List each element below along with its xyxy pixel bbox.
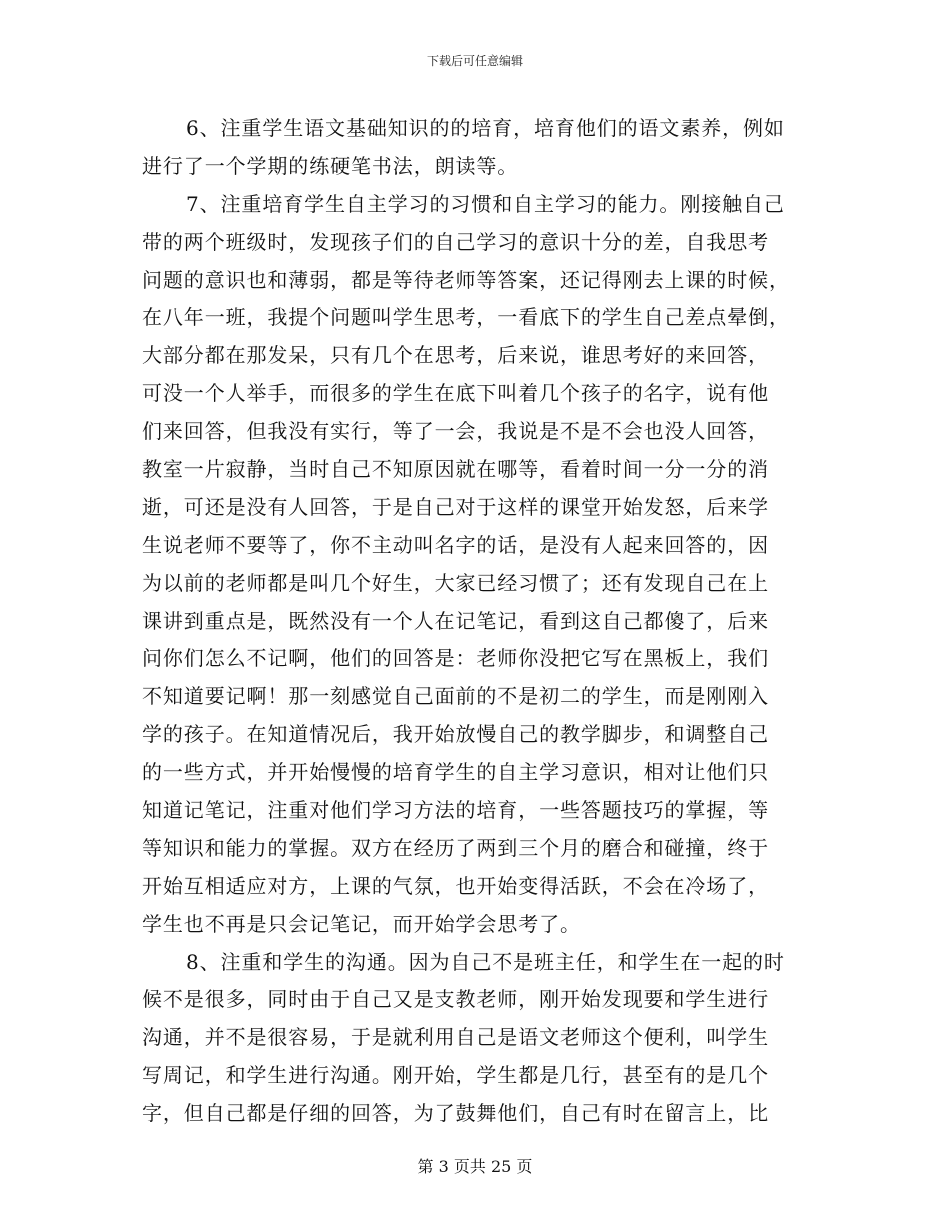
paragraph-6-line: 6、注重学生语文基础知识的的培育，培育他们的语文素养，例如 bbox=[186, 116, 785, 140]
page-header: 下载后可任意编辑 bbox=[426, 54, 523, 68]
page-number-footer: 第 3 页共 25 页 bbox=[417, 1157, 533, 1176]
paragraph-7-line: 问题的意识也和薄弱，都是等待老师等答案，还记得刚去上课的时候， bbox=[142, 267, 790, 292]
paragraph-7-line: 教室一片寂静，当时自己不知原因就在哪等，看着时间一分一分的消 bbox=[142, 457, 769, 482]
paragraph-6-line: 进行了一个学期的练硬笔书法，朗读等。 bbox=[142, 153, 519, 178]
paragraph-7-line: 知道记笔记，注重对他们学习方法的培育，一些答题技巧的掌握，等 bbox=[142, 798, 769, 823]
paragraph-7-line: 们来回答，但我没有实行，等了一会，我说是不是不会也没人回答， bbox=[142, 419, 769, 444]
paragraph-8-line: 写周记，和学生进行沟通。刚开始，学生都是几行，甚至有的是几个 bbox=[142, 1063, 769, 1088]
document-body bbox=[142, 110, 822, 1133]
paragraph-7-line: 等知识和能力的掌握。双方在经历了两到三个月的磨合和碰撞，终于 bbox=[142, 835, 769, 860]
paragraph-8-line: 8、注重和学生的沟通。因为自己不是班主任，和学生在一起的时 bbox=[186, 949, 785, 974]
paragraph-7-line: 学的孩子。在知道情况后，我开始放慢自己的教学脚步，和调整自己 bbox=[142, 722, 769, 747]
paragraph-7-line: 可没一个人举手，而很多的学生在底下叫着几个孩子的名字，说有他 bbox=[142, 381, 769, 406]
paragraph-7-line: 课讲到重点是，既然没有一个人在记笔记，看到这自己都傻了，后来 bbox=[142, 608, 769, 633]
paragraph-7-line: 为以前的老师都是叫几个好生，大家已经习惯了；还有发现自己在上 bbox=[142, 570, 769, 595]
paragraph-7-line: 逝，可还是没有人回答，于是自己对于这样的课堂开始发怒，后来学 bbox=[142, 494, 769, 519]
paragraph-7-line: 生说老师不要等了，你不主动叫名字的话，是没有人起来回答的，因 bbox=[142, 532, 769, 557]
paragraph-7-line: 问你们怎么不记啊，他们的回答是：老师你没把它写在黑板上，我们 bbox=[142, 646, 769, 671]
paragraph-8-line: 字，但自己都是仔细的回答，为了鼓舞他们，自己有时在留言上，比 bbox=[142, 1101, 769, 1126]
paragraph-8-line: 候不是很多，同时由于自己又是支教老师，刚开始发现要和学生进行 bbox=[142, 987, 769, 1012]
paragraph-7-line: 不知道要记啊！那一刻感觉自己面前的不是初二的学生，而是刚刚入 bbox=[142, 684, 769, 709]
paragraph-7-line: 学生也不再是只会记笔记，而开始学会思考了。 bbox=[142, 911, 581, 936]
paragraph-7-line: 带的两个班级时，发现孩子们的自己学习的意识十分的差，自我思考 bbox=[142, 229, 769, 254]
paragraph-7-line: 在八年一班，我提个问题叫学生思考，一看底下的学生自己差点晕倒， bbox=[142, 305, 790, 330]
paragraph-7-line: 开始互相适应对方，上课的气氛，也开始变得活跃，不会在冷场了， bbox=[142, 873, 769, 898]
paragraph-7-line: 的一些方式，并开始慢慢的培育学生的自主学习意识，相对让他们只 bbox=[142, 760, 769, 785]
paragraph-8-line: 沟通，并不是很容易，于是就利用自己是语文老师这个便利，叫学生 bbox=[142, 1025, 769, 1050]
paragraph-7-line: 7、注重培育学生自主学习的习惯和自主学习的能力。刚接触自己 bbox=[186, 191, 785, 216]
paragraph-7-line: 大部分都在那发呆，只有几个在思考，后来说，谁思考好的来回答， bbox=[142, 343, 769, 368]
